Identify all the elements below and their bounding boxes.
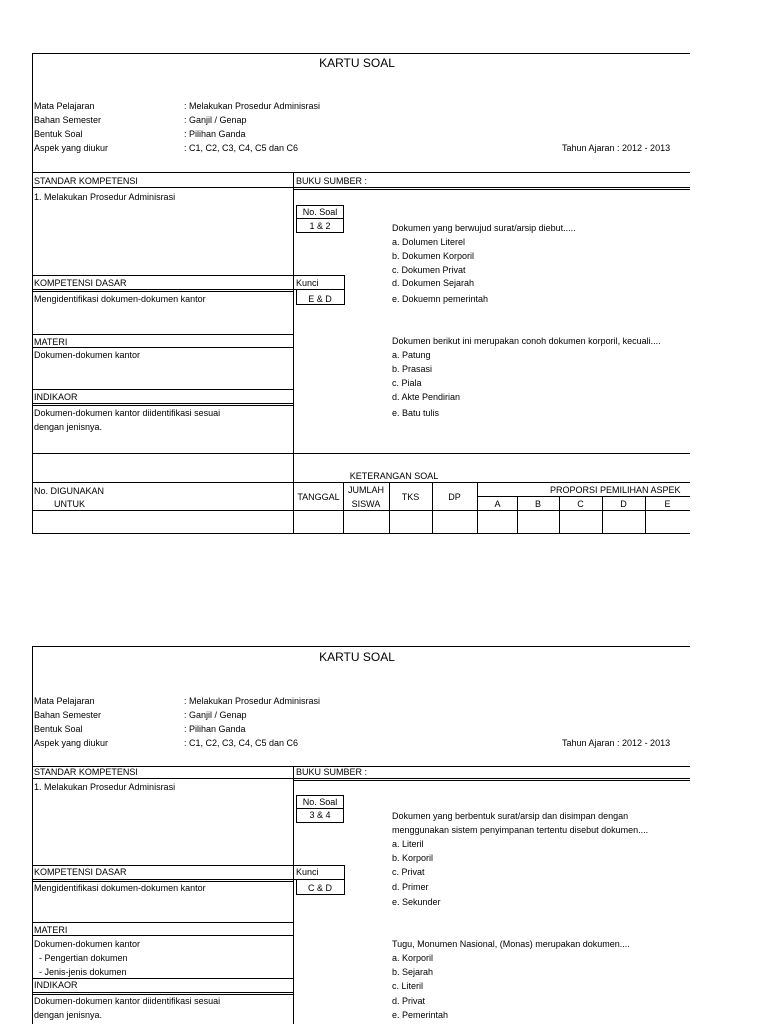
meta-label-aspek: Aspek yang diukur	[34, 143, 109, 153]
q2-option: d. Akte Pendirian	[392, 392, 461, 402]
meta-value-semester: : Ganjil / Genap	[184, 710, 247, 720]
q1-option: b. Dokumen Korporil	[392, 251, 475, 261]
q1-option: e. Sekunder	[392, 897, 441, 907]
meta-label-semester: Bahan Semester	[34, 710, 102, 720]
aspek-e: E	[664, 499, 671, 509]
meta-label-bentuk: Bentuk Soal	[34, 129, 83, 139]
kunci-value: E & D	[308, 294, 332, 304]
indikator-label: INDIKAOR	[34, 980, 78, 990]
no-soal-label: No. Soal	[302, 797, 338, 807]
tahun-ajaran: Tahun Ajaran : 2012 - 2013	[562, 143, 671, 153]
siswa: SISWA	[351, 499, 381, 509]
q2-option: c. Piala	[392, 378, 422, 388]
meta-label-mapel: Mata Pelajaran	[34, 696, 95, 706]
q2-option: b. Sejarah	[392, 967, 434, 977]
materi-line: - Jenis-jenis dokumen	[34, 967, 127, 977]
q2-option: b. Prasasi	[392, 364, 433, 374]
q2-option: e. Pemerintah	[392, 1010, 449, 1020]
q1-option: d. Primer	[392, 882, 429, 892]
aspek-b: B	[534, 499, 541, 509]
q1-stem: Dokumen yang berwujud surat/arsip diebut.....	[392, 223, 576, 233]
q1-option: c. Privat	[392, 867, 425, 877]
jumlah: JUMLAH	[347, 485, 384, 495]
indikator-line: dengan jenisnya.	[34, 422, 103, 432]
meta-value-semester: : Ganjil / Genap	[184, 115, 247, 125]
meta-value-bentuk: : Pilihan Ganda	[184, 129, 246, 139]
indikator-line: dengan jenisnya.	[34, 1010, 103, 1020]
q2-option: a. Patung	[392, 350, 431, 360]
no-digunakan: No. DIGUNAKAN	[34, 486, 105, 496]
q2-stem: Dokumen berikut ini merupakan conoh dokumen korporil, kecuali....	[392, 336, 661, 346]
q1-option: d. Dokumen Sejarah	[392, 278, 475, 288]
q2-option: d. Privat	[392, 996, 426, 1006]
meta-label-mapel: Mata Pelajaran	[34, 101, 95, 111]
kd-label: KOMPETENSI DASAR	[34, 867, 127, 877]
proporsi-pemilihan-aspek: PROPORSI PEMILIHAN ASPEK	[550, 485, 681, 495]
tahun-ajaran: Tahun Ajaran : 2012 - 2013	[562, 738, 671, 748]
meta-value-aspek: : C1, C2, C3, C4, C5 dan C6	[184, 738, 299, 748]
q1-option: c. Dokumen Privat	[392, 265, 466, 275]
tanggal: TANGGAL	[297, 492, 340, 502]
sk-value: 1. Melakukan Prosedur Adminisrasi	[34, 782, 176, 792]
card-title: KARTU SOAL	[319, 650, 395, 664]
no-soal-value: 1 & 2	[309, 221, 331, 231]
materi-line: Dokumen-dokumen kantor	[34, 939, 141, 949]
kunci-label: Kunci	[296, 278, 319, 288]
sk-label: STANDAR KOMPETENSI	[34, 176, 138, 186]
sk-label: STANDAR KOMPETENSI	[34, 767, 138, 777]
meta-value-bentuk: : Pilihan Ganda	[184, 724, 246, 734]
kd-value: Mengidentifikasi dokumen-dokumen kantor	[34, 294, 206, 304]
aspek-c: C	[577, 499, 584, 509]
q1-stem-cont: menggunakan sistem penyimpanan tertentu disebut dokumen....	[392, 825, 649, 835]
materi-line: - Pengertian dokumen	[34, 953, 128, 963]
meta-label-bentuk: Bentuk Soal	[34, 724, 83, 734]
sk-value: 1. Melakukan Prosedur Adminisrasi	[34, 192, 176, 202]
tks: TKS	[401, 492, 420, 502]
materi-label: MATERI	[34, 337, 68, 347]
indikator-line: Dokumen-dokumen kantor diidentifikasi sesuai	[34, 408, 221, 418]
q2-option: a. Korporil	[392, 953, 434, 963]
no-soal-value: 3 & 4	[309, 810, 331, 820]
q1-option: a. Literil	[392, 839, 424, 849]
buku-sumber-label: BUKU SUMBER :	[296, 767, 368, 777]
buku-sumber-label: BUKU SUMBER :	[296, 176, 368, 186]
indikator-label: INDIKAOR	[34, 392, 78, 402]
meta-value-mapel: : Melakukan Prosedur Adminisrasi	[184, 696, 321, 706]
q2-option: e. Batu tulis	[392, 408, 440, 418]
kunci-value: C & D	[307, 883, 332, 893]
meta-label-aspek: Aspek yang diukur	[34, 738, 109, 748]
q1-option: b. Korporil	[392, 853, 434, 863]
aspek-d: D	[620, 499, 627, 509]
q2-option: c. Literil	[392, 981, 424, 991]
q1-option: e. Dokuemn pemerintah	[392, 294, 489, 304]
meta-value-mapel: : Melakukan Prosedur Adminisrasi	[184, 101, 321, 111]
keterangan-soal: KETERANGAN SOAL	[349, 471, 439, 481]
indikator-line: Dokumen-dokumen kantor diidentifikasi sesuai	[34, 996, 221, 1006]
materi-line: Dokumen-dokumen kantor	[34, 350, 141, 360]
no-soal-label: No. Soal	[302, 207, 338, 217]
kd-label: KOMPETENSI DASAR	[34, 278, 127, 288]
card-title: KARTU SOAL	[319, 56, 395, 70]
q1-option: a. Dolumen Literel	[392, 237, 466, 247]
meta-label-semester: Bahan Semester	[34, 115, 102, 125]
materi-label: MATERI	[34, 925, 68, 935]
aspek-a: A	[494, 499, 501, 509]
meta-value-aspek: : C1, C2, C3, C4, C5 dan C6	[184, 143, 299, 153]
q2-stem: Tugu, Monumen Nasional, (Monas) merupakan dokumen....	[392, 939, 630, 949]
q1-stem: Dokumen yang berbentuk surat/arsip dan disimpan dengan	[392, 811, 629, 821]
kunci-label: Kunci	[296, 867, 319, 877]
kd-value: Mengidentifikasi dokumen-dokumen kantor	[34, 883, 206, 893]
untuk: UNTUK	[54, 499, 85, 509]
dp: DP	[448, 492, 461, 502]
